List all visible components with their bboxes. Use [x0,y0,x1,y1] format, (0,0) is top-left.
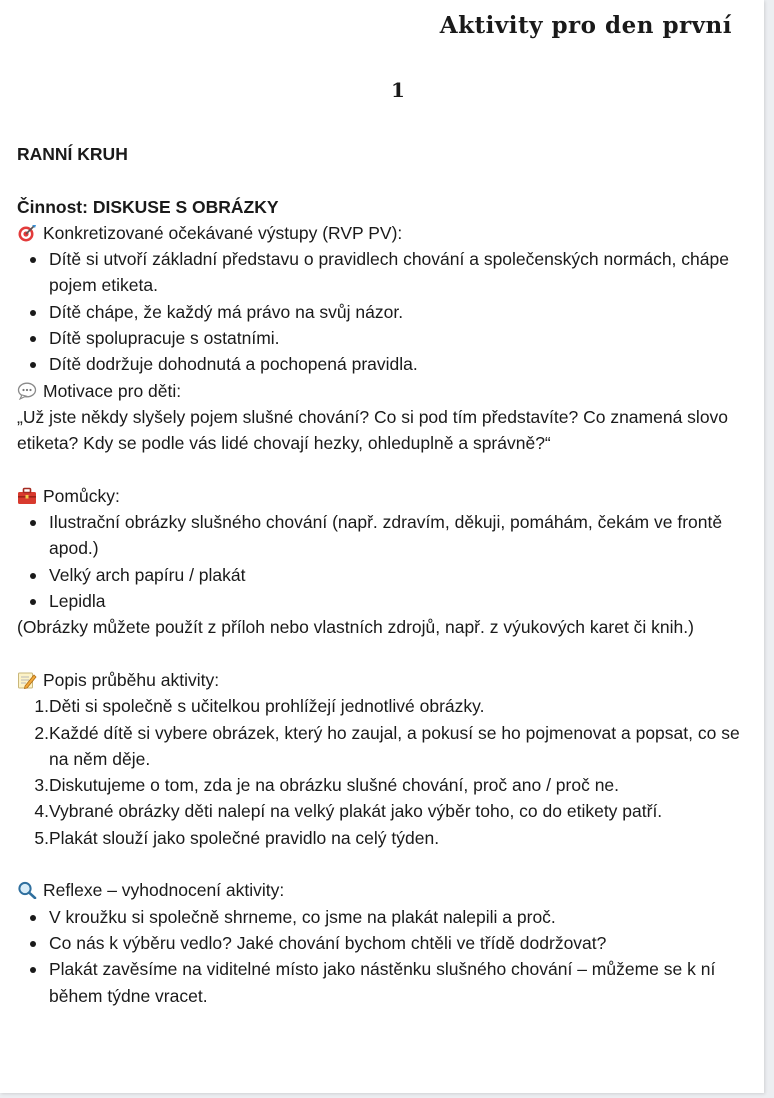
step-text: Děti si společně s učitelkou prohlížejí jednotlivé obrázky. [49,696,485,717]
list-item: Lepidla [17,588,747,614]
toolbox-icon [17,487,37,505]
list-item: Velký arch papíru / plakát [17,562,747,588]
list-item: Co nás k výběru vedlo? Jaké chování bychom chtěli ve třídě dodržovat? [17,930,747,956]
supplies-list [17,509,747,614]
reflection-heading-text: Reflexe – vyhodnocení aktivity: [43,880,285,901]
motivation-heading-text: Motivace pro děti: [43,380,182,401]
motivation-text: „Už jste někdy slyšely pojem slušné chování? Co si pod tím představíte? Co znamená slovo etiketa? Kdy se podle vás lidé chovají hezky, ohleduplně a správně?“ [17,406,729,454]
procedure-heading [17,667,747,693]
target-icon [17,224,37,242]
supplies-heading [17,483,747,509]
list-item: Plakát zavěsíme na viditelné místo jako nástěnku slušného chování – můžeme se k ní během týdne vracet. [17,956,747,1009]
memo-icon [17,671,37,689]
list-item: 2. Každé dítě si vybere obrázek, který ho zaujal, a pokusí se ho pojmenovat a popsat, co se na něm děje. [34,722,740,769]
list-item: 5. Plakát slouží jako společné pravidlo na celý týden. [34,827,440,848]
procedure-steps [17,693,747,851]
supplies-note: (Obrázky můžete použít z příloh nebo vlastních zdrojů, např. z výukových karet či knih.) [17,617,694,638]
list-item: 3. Diskutujeme o tom, zda je na obrázku slušné chování, proč ano / proč ne. [34,775,620,796]
supplies-heading-text: Pomůcky: [43,485,120,506]
list-item: Ilustrační obrázky slušného chování (např. zdravím, děkuji, pomáhám, čekám ve frontě apod.) [17,509,747,562]
outcomes-heading [17,220,747,246]
motivation-heading [17,378,747,404]
procedure-heading-text: Popis průběhu aktivity: [43,669,220,690]
list-item: Dítě si utvoří základní představu o pravidlech chování a společenských normách, chápe pojem etiketa. [17,246,747,299]
list-item: 1. Děti si společně s učitelkou prohlížejí jednotlivé obrázky. [34,696,485,717]
page-number: 1 [391,78,405,102]
list-item: Dítě dodržuje dohodnutá a pochopená pravidla. [17,351,747,377]
outcomes-list [17,246,747,377]
header-title: Aktivity pro den první [439,12,732,39]
step-text: Vybrané obrázky děti nalepí na velký plakát jako výběr toho, co do etikety patří. [49,801,663,822]
speech-bubble-icon [17,382,37,400]
list-item: Dítě spolupracuje s ostatními. [17,325,747,351]
reflection-list [17,904,747,1009]
step-text: Plakát slouží jako společné pravidlo na celý týden. [49,827,440,848]
list-item: Dítě chápe, že každý má právo na svůj názor. [17,299,747,325]
magnifier-icon [17,881,37,899]
list-item: V kroužku si společně shrneme, co jsme na plakát nalepili a proč. [17,904,747,930]
reflection-heading [17,877,747,903]
section-title: RANNÍ KRUH [17,144,128,164]
activity-title: Činnost: DISKUSE S OBRÁZKY [17,196,279,217]
list-item: 4. Vybrané obrázky děti nalepí na velký plakát jako výběr toho, co do etikety patří. [34,801,663,822]
step-text: Diskutujeme o tom, zda je na obrázku slušné chování, proč ano / proč ne. [49,775,620,796]
step-text: Každé dítě si vybere obrázek, který ho zaujal, a pokusí se ho pojmenovat a popsat, co se na něm děje. [49,722,740,769]
document-content [17,141,747,1009]
outcomes-heading-text: Konkretizované očekávané výstupy (RVP PV): [43,222,403,243]
